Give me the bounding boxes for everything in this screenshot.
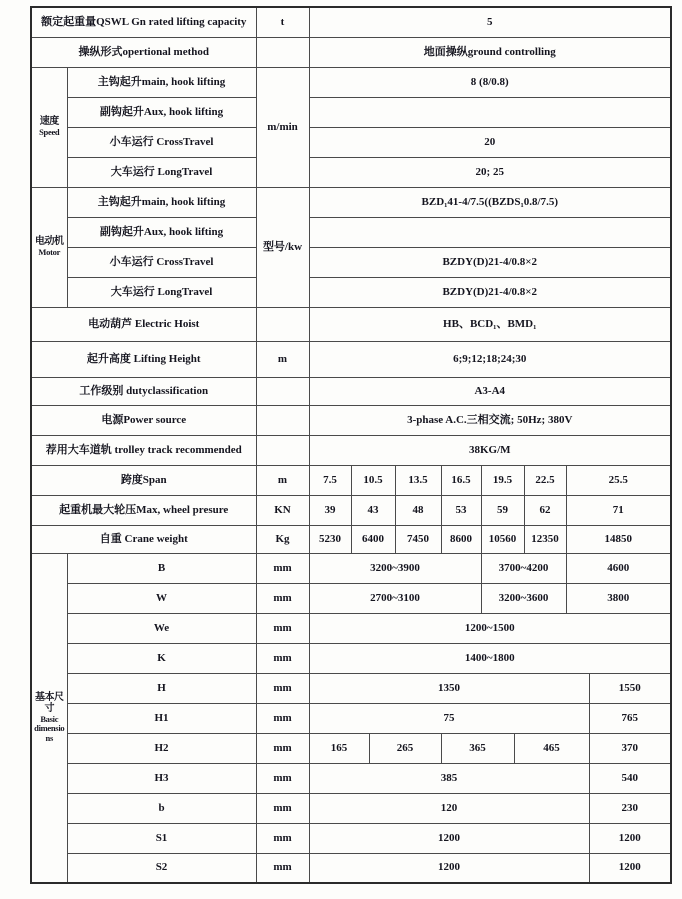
dim-S2-value: 1200 — [589, 853, 671, 883]
crane-weight-value: 7450 — [395, 525, 441, 553]
dim-H3-value: 385 — [309, 763, 589, 793]
dim-K-value: 1400~1800 — [309, 643, 671, 673]
row-dim-H1 — [31, 703, 671, 733]
dim-S2-value: 1200 — [309, 853, 589, 883]
crane-weight-value: 14850 — [566, 525, 671, 553]
dim-H2-value: 265 — [369, 733, 441, 763]
power-source-unit — [256, 405, 309, 435]
span-value: 7.5 — [309, 465, 351, 495]
crane-weight-value: 10560 — [481, 525, 524, 553]
row-dim-B — [31, 553, 671, 583]
row-power-source — [31, 405, 671, 435]
span-value: 25.5 — [566, 465, 671, 495]
row-motor-long-travel — [31, 277, 671, 307]
span-label: 跨度Span — [31, 465, 256, 495]
dim-S2-unit: mm — [256, 853, 309, 883]
basic-dimensions-zh: 基本尺寸 — [35, 691, 64, 715]
dim-H1-value: 765 — [589, 703, 671, 733]
row-motor-cross-travel — [31, 247, 671, 277]
row-electric-hoist — [31, 307, 671, 341]
dim-H-value: 1550 — [589, 673, 671, 703]
operational-method-label: 操纵形式opertional method — [31, 37, 256, 67]
operational-method-unit — [256, 37, 309, 67]
motor-unit: 型号/kw — [256, 187, 309, 307]
row-dim-We — [31, 613, 671, 643]
row-dim-W — [31, 583, 671, 613]
motor-main-hook-value: BZD₁41-4/7.5((BZDS₁0.8/7.5) — [309, 187, 671, 217]
row-speed-aux-hook — [31, 97, 671, 127]
motor-group-header — [31, 187, 67, 307]
wheel-pressure-value: 53 — [441, 495, 481, 525]
dim-W-unit: mm — [256, 583, 309, 613]
wheel-pressure-value: 39 — [309, 495, 351, 525]
dim-S1-unit: mm — [256, 823, 309, 853]
power-source-label: 电源Power source — [31, 405, 256, 435]
trolley-track-unit — [256, 435, 309, 465]
lifting-height-label: 起升高度 Lifting Height — [31, 341, 256, 377]
row-span — [31, 465, 671, 495]
span-value: 22.5 — [524, 465, 566, 495]
duty-classification-unit — [256, 377, 309, 405]
dim-W-value: 3800 — [566, 583, 671, 613]
dim-S1-label: S1 — [67, 823, 256, 853]
span-unit: m — [256, 465, 309, 495]
speed-main-hook-label: 主钩起升main, hook lifting — [67, 67, 256, 97]
dim-B-label: B — [67, 553, 256, 583]
row-dim-H3 — [31, 763, 671, 793]
speed-main-hook-value: 8 (8/0.8) — [309, 67, 671, 97]
wheel-pressure-value: 48 — [395, 495, 441, 525]
dim-We-value: 1200~1500 — [309, 613, 671, 643]
basic-dimensions-en1: Basic — [40, 713, 59, 724]
dim-b-value: 230 — [589, 793, 671, 823]
row-crane-weight — [31, 525, 671, 553]
dim-H-value: 1350 — [309, 673, 589, 703]
electric-hoist-value: HB、BCD₁、BMD₁ — [309, 307, 671, 341]
wheel-pressure-value: 62 — [524, 495, 566, 525]
row-lifting-height — [31, 341, 671, 377]
row-speed-long-travel — [31, 157, 671, 187]
dim-S1-value: 1200 — [309, 823, 589, 853]
dim-H3-label: H3 — [67, 763, 256, 793]
speed-long-travel-label: 大车运行 LongTravel — [67, 157, 256, 187]
speed-aux-hook-value — [309, 97, 671, 127]
basic-dimensions-en2: dimensions — [34, 723, 65, 744]
dim-H2-label: H2 — [67, 733, 256, 763]
electric-hoist-label: 电动葫芦 Electric Hoist — [31, 307, 256, 341]
dim-B-unit: mm — [256, 553, 309, 583]
dim-H3-unit: mm — [256, 763, 309, 793]
motor-group-en: Motor — [38, 246, 61, 257]
lifting-height-value: 6;9;12;18;24;30 — [309, 341, 671, 377]
duty-classification-value: A3-A4 — [309, 377, 671, 405]
dim-B-value: 3200~3900 — [309, 553, 481, 583]
span-value: 10.5 — [351, 465, 395, 495]
crane-spec-table — [30, 6, 672, 884]
duty-classification-label: 工作级别 dutyclassification — [31, 377, 256, 405]
power-source-value: 3-phase A.C.三相交流; 50Hz; 380V — [309, 405, 671, 435]
dim-H-label: H — [67, 673, 256, 703]
row-motor-main-hook — [31, 187, 671, 217]
span-value: 13.5 — [395, 465, 441, 495]
motor-aux-hook-value — [309, 217, 671, 247]
dim-b-unit: mm — [256, 793, 309, 823]
motor-group-zh: 电动机 — [35, 236, 64, 248]
crane-weight-value: 12350 — [524, 525, 566, 553]
row-dim-S1 — [31, 823, 671, 853]
dim-We-label: We — [67, 613, 256, 643]
dim-b-value: 120 — [309, 793, 589, 823]
motor-aux-hook-label: 副钩起升Aux, hook lifting — [67, 217, 256, 247]
dim-H2-value: 465 — [514, 733, 589, 763]
row-dim-H2 — [31, 733, 671, 763]
dim-We-unit: mm — [256, 613, 309, 643]
dim-W-value: 3200~3600 — [481, 583, 566, 613]
dim-b-label: b — [67, 793, 256, 823]
speed-cross-travel-label: 小车运行 CrossTravel — [67, 127, 256, 157]
row-dim-S2 — [31, 853, 671, 883]
row-wheel-pressure — [31, 495, 671, 525]
dim-S1-value: 1200 — [589, 823, 671, 853]
row-speed-cross-travel — [31, 127, 671, 157]
motor-long-travel-value: BZDY(D)21-4/0.8×2 — [309, 277, 671, 307]
row-rated-capacity — [31, 7, 671, 37]
rated-capacity-unit: t — [256, 7, 309, 37]
dim-H2-unit: mm — [256, 733, 309, 763]
rated-capacity-value: 5 — [309, 7, 671, 37]
dim-H3-value: 540 — [589, 763, 671, 793]
dim-W-value: 2700~3100 — [309, 583, 481, 613]
speed-group-header — [31, 67, 67, 187]
row-dim-K — [31, 643, 671, 673]
speed-group-en: Speed — [39, 126, 60, 137]
row-trolley-track — [31, 435, 671, 465]
row-dim-H — [31, 673, 671, 703]
dim-H1-label: H1 — [67, 703, 256, 733]
speed-aux-hook-label: 副钩起升Aux, hook lifting — [67, 97, 256, 127]
wheel-pressure-value: 43 — [351, 495, 395, 525]
dim-H2-value: 370 — [589, 733, 671, 763]
motor-long-travel-label: 大车运行 LongTravel — [67, 277, 256, 307]
speed-cross-travel-value: 20 — [309, 127, 671, 157]
row-speed-main-hook — [31, 67, 671, 97]
lifting-height-unit: m — [256, 341, 309, 377]
speed-unit: m/min — [256, 67, 309, 187]
dim-K-label: K — [67, 643, 256, 673]
wheel-pressure-unit: KN — [256, 495, 309, 525]
dim-H2-value: 365 — [441, 733, 514, 763]
dim-W-label: W — [67, 583, 256, 613]
motor-cross-travel-label: 小车运行 CrossTravel — [67, 247, 256, 277]
basic-dimensions-group-header — [31, 553, 67, 883]
rated-capacity-label: 额定起重量QSWL Gn rated lifting capacity — [31, 7, 256, 37]
operational-method-value: 地面操纵ground controlling — [309, 37, 671, 67]
dim-B-value: 4600 — [566, 553, 671, 583]
trolley-track-label: 荐用大车道轨 trolley track recommended — [31, 435, 256, 465]
crane-weight-value: 6400 — [351, 525, 395, 553]
row-operational-method — [31, 37, 671, 67]
wheel-pressure-label: 起重机最大轮压Max, wheel presure — [31, 495, 256, 525]
span-value: 16.5 — [441, 465, 481, 495]
row-motor-aux-hook — [31, 217, 671, 247]
crane-weight-label: 自重 Crane weight — [31, 525, 256, 553]
electric-hoist-unit — [256, 307, 309, 341]
speed-long-travel-value: 20; 25 — [309, 157, 671, 187]
dim-H1-unit: mm — [256, 703, 309, 733]
row-duty-classification — [31, 377, 671, 405]
dim-K-unit: mm — [256, 643, 309, 673]
dim-H2-value: 165 — [309, 733, 369, 763]
crane-weight-value: 8600 — [441, 525, 481, 553]
span-value: 19.5 — [481, 465, 524, 495]
wheel-pressure-value: 71 — [566, 495, 671, 525]
wheel-pressure-value: 59 — [481, 495, 524, 525]
dim-H-unit: mm — [256, 673, 309, 703]
dim-B-value: 3700~4200 — [481, 553, 566, 583]
motor-cross-travel-value: BZDY(D)21-4/0.8×2 — [309, 247, 671, 277]
motor-main-hook-label: 主钩起升main, hook lifting — [67, 187, 256, 217]
crane-weight-value: 5230 — [309, 525, 351, 553]
dim-H1-value: 75 — [309, 703, 589, 733]
crane-weight-unit: Kg — [256, 525, 309, 553]
speed-group-zh: 速度 — [39, 116, 59, 128]
dim-S2-label: S2 — [67, 853, 256, 883]
row-dim-b — [31, 793, 671, 823]
trolley-track-value: 38KG/M — [309, 435, 671, 465]
